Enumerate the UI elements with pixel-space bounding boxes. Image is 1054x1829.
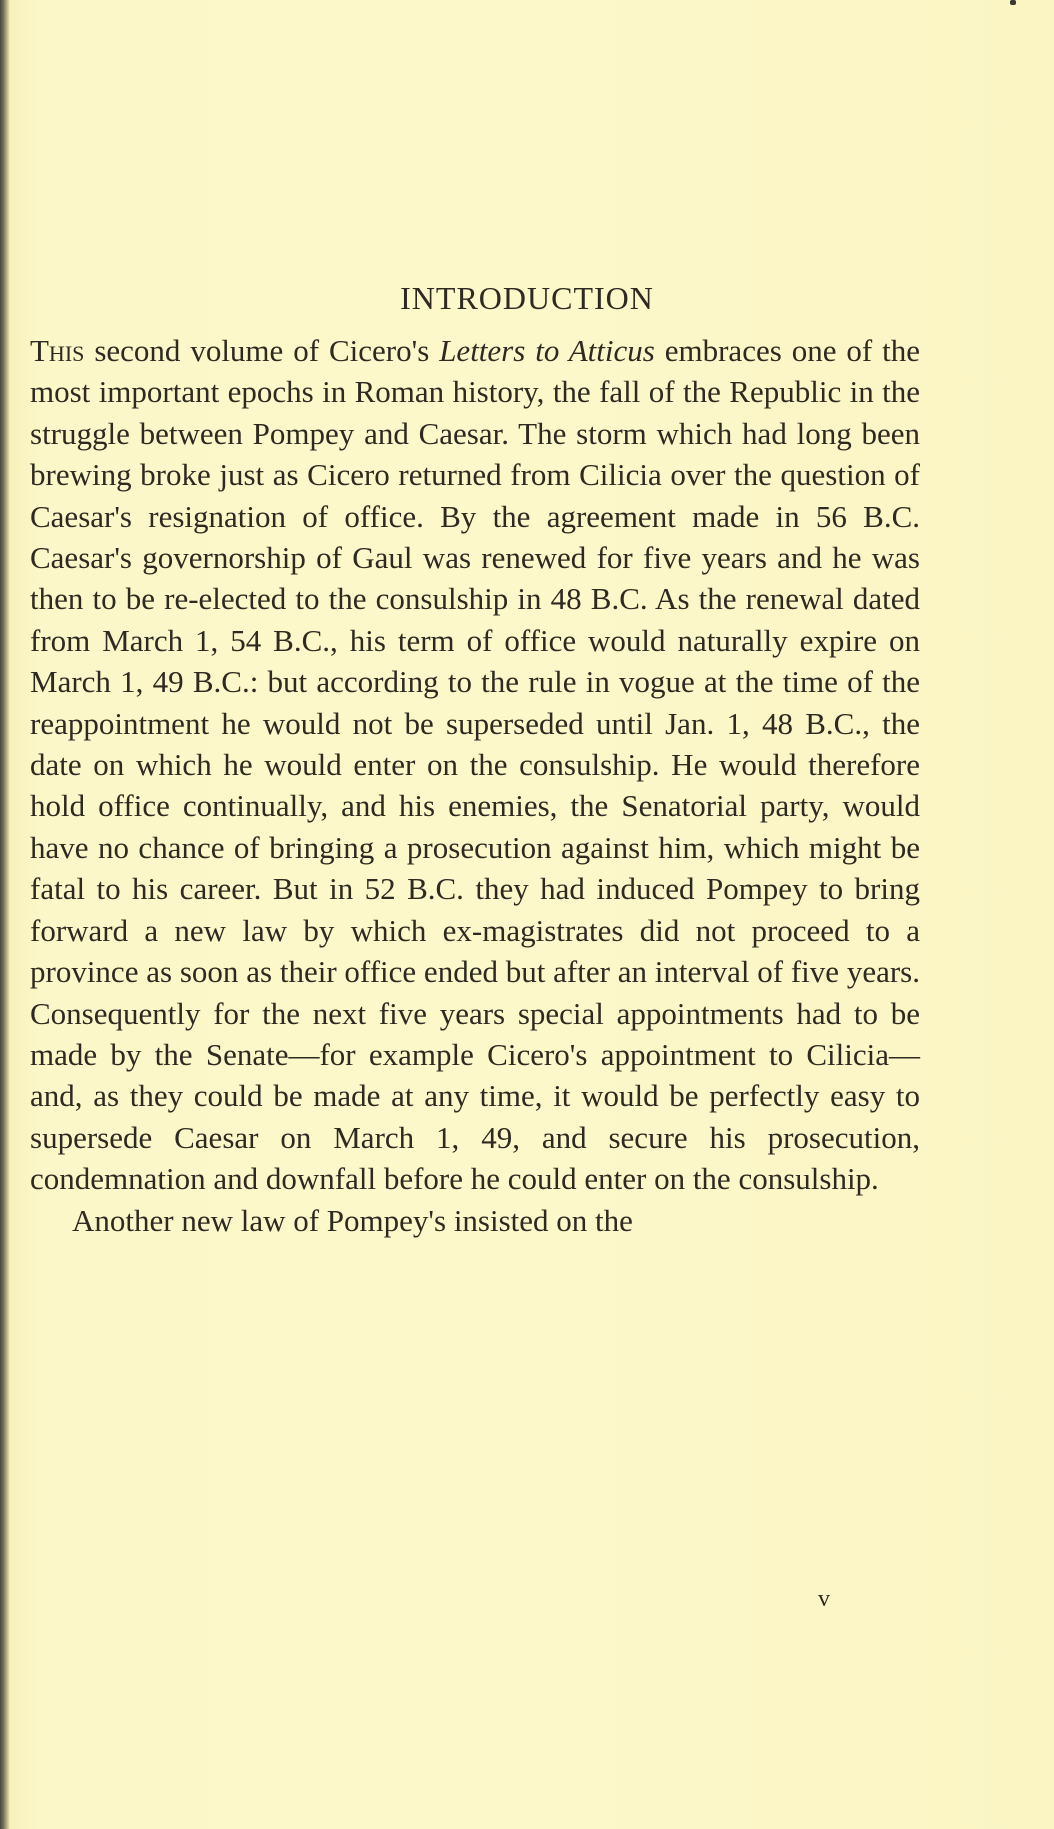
page-number: v bbox=[818, 1586, 830, 1612]
paragraph-1-intro: second volume of Cicero's bbox=[84, 333, 440, 368]
binding-edge bbox=[0, 0, 10, 1829]
body-text bbox=[30, 330, 920, 1241]
drop-lead-word: This bbox=[30, 333, 85, 368]
book-title: Letters to Atticus bbox=[439, 333, 655, 368]
page-title: INTRODUCTION bbox=[400, 280, 654, 316]
ink-speck bbox=[1010, 0, 1016, 5]
paragraph-1 bbox=[30, 330, 920, 1200]
paragraph-2: Another new law of Pompey's insisted on the bbox=[72, 1202, 633, 1238]
paragraph-1-body: embraces one of the most important epochs in Roman history, the fall of the Republic in the struggle between Pompey and Caesar. The storm which had long been brewing broke just as Cicero returned from Cilicia over the question of Caesar's resignation of office. By the agreement made in 56 B.C. Caesar's governorship of Gaul was renewed for five years and he was then to be re-elected to the consulship in 48 B.C. As the renewal dated from March 1, 54 B.C., his term of office would naturally expire on March 1, 49 B.C.: but according to the rule in vogue at the time of the reappointment he would not be superseded until Jan. 1, 48 B.C., the date on which he would enter on the consulship. He would therefore hold office continually, and his enemies, the Senatorial party, would have no chance of bringing a prosecution against him, which might be fatal to his career. But in 52 B.C. they had induced Pompey to bring forward a new law by which ex-magistrates did not proceed to a province as soon as their office ended but after an interval of five years. Consequently for the next five years special appointments had to be made by the Senate—for example Cicero's appointment to Cilicia—and, as they could be made at any time, it would be perfectly easy to supersede Caesar on March 1, 49, and secure his prosecution, condemnation and downfall before he could enter on the consulship. bbox=[30, 333, 921, 1197]
